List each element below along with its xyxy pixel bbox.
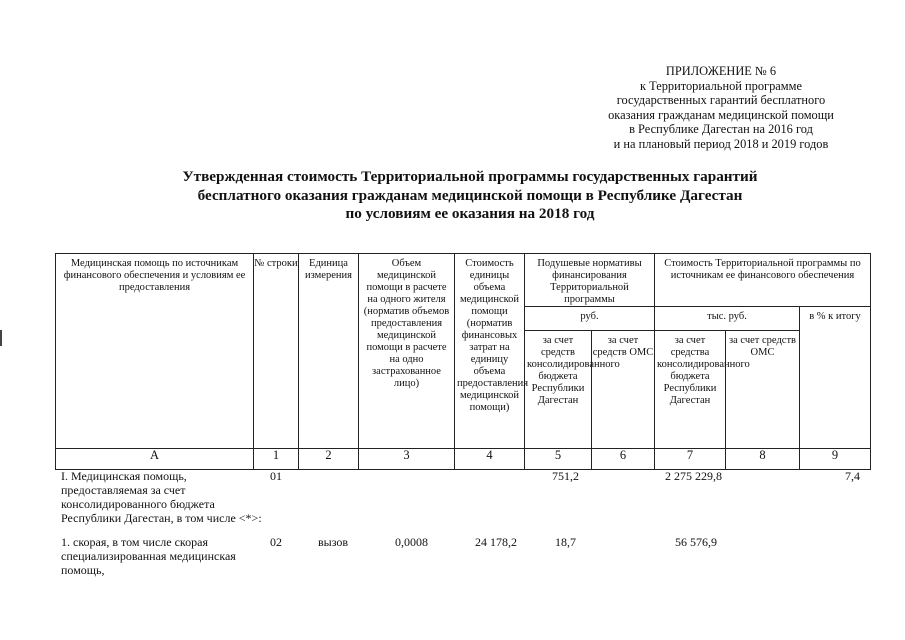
column-number: 1: [254, 449, 299, 470]
appendix-line: ПРИЛОЖЕНИЕ № 6: [665, 64, 777, 78]
row-number: 01: [270, 469, 282, 483]
row-label: 1. скорая, в том числе скорая специализированная медицинская помощь,: [61, 535, 236, 577]
row-label: I. Медицинская помощь, предоставляемая за счет консолидированного бюджета Республики Дагестан, в том числе <*>:: [61, 469, 262, 525]
header-col-1: № строки: [254, 254, 299, 449]
row-number: 02: [270, 535, 282, 549]
header-col-6: за счет средств ОМС: [592, 331, 655, 449]
header-col-4: Стоимость единицы объема медицинской помощи (норматив финансовых затрат на единицу объема предоставления медицинской помощи): [455, 254, 525, 449]
scan-edge-mark: [0, 330, 2, 346]
header-col-8: за счет средств ОМС: [726, 331, 800, 449]
row-volume: 0,0008: [395, 535, 428, 549]
header-thous-rub: тыс. руб.: [655, 307, 800, 331]
column-number: 4: [455, 449, 525, 470]
row-cost-budget: 2 275 229,8: [665, 469, 722, 483]
cost-table: [55, 253, 875, 470]
header-col-7: за счет средства консолидированного бюджета Республики Дагестан: [655, 331, 726, 449]
column-number: 7: [655, 449, 726, 470]
row-unit-cost: 24 178,2: [475, 535, 517, 549]
column-number: А: [56, 449, 254, 470]
row-per-capita-budget: 751,2: [552, 469, 579, 483]
title-line: по условиям ее оказания на 2018 год: [345, 205, 595, 222]
column-number: 6: [592, 449, 655, 470]
document-title: [150, 168, 790, 224]
header-col-2: Единица измерения: [299, 254, 359, 449]
appendix-line: в Республике Дагестан на 2016 год: [629, 122, 813, 137]
appendix-line: к Территориальной программе: [640, 78, 802, 93]
row-unit: вызов: [318, 535, 349, 549]
column-number: 2: [299, 449, 359, 470]
row-percent: 7,4: [845, 469, 860, 483]
column-number: 9: [800, 449, 871, 470]
title-line: Утвержденная стоимость Территориальной программы государственных гарантий: [182, 168, 758, 185]
header-rub: руб.: [525, 307, 655, 331]
header-col-a: Медицинская помощь по источникам финансового обеспечения и условиям ее предоставления: [56, 254, 254, 449]
title-line: бесплатного оказания гражданам медицинской помощи в Республике Дагестан: [197, 186, 743, 204]
appendix-line: государственных гарантий бесплатного: [616, 93, 826, 108]
appendix-block: [596, 64, 846, 152]
header-percent: в % к итогу: [800, 307, 871, 449]
column-number: 3: [359, 449, 455, 470]
header-col-5: за счет средств консолидированного бюджета Республики Дагестан: [525, 331, 592, 449]
column-number-row: [56, 449, 871, 470]
header-col-3: Объем медицинской помощи в расчете на одного жителя (норматив объемов предоставления медицинской помощи в расчете на одно застрахованное лицо): [359, 254, 455, 449]
appendix-line: оказания гражданам медицинской помощи: [608, 107, 834, 122]
header-group-cost: Стоимость Территориальной программы по источникам ее финансового обеспечения: [655, 254, 871, 307]
header-group-per-capita: Подушевые нормативы финансирования Территориальной программы: [525, 254, 655, 307]
column-number: 5: [525, 449, 592, 470]
appendix-line: и на плановый период 2018 и 2019 годов: [613, 136, 829, 151]
row-cost-budget: 56 576,9: [675, 535, 717, 549]
row-per-capita-budget: 18,7: [555, 535, 576, 549]
column-number: 8: [726, 449, 800, 470]
